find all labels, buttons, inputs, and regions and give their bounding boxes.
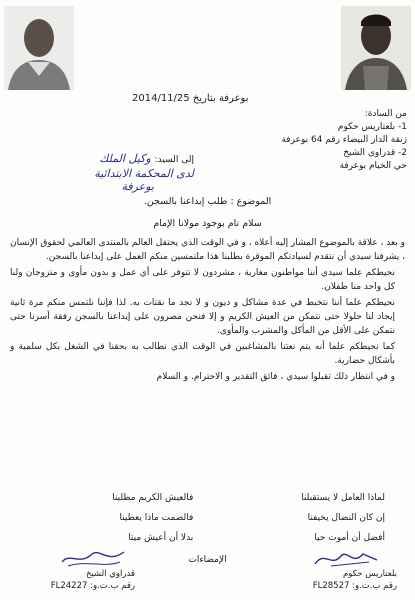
recipient-city-handwritten: بوعرفة: [121, 180, 154, 193]
letter-body: [10, 236, 405, 385]
recipient-court-handwritten: لدى المحكمة الابتدائية: [94, 167, 194, 180]
body-paragraph: نحيطكم علما سيدي أننا مواطنون مغاربة ، مشردون لا نتوفر على أي عمل و بدون مأوى و متزوجان ولنا كل واحد منا طفلان.: [10, 267, 395, 293]
letter-date: بوعرفة بتاريخ 2014/11/25: [132, 93, 249, 104]
sender-label: من السادة:: [364, 109, 407, 119]
poem-hemistich: فالعيش الكريم مطلبنا: [112, 493, 194, 503]
signatory-name: بلعتاريس حكوم: [342, 569, 397, 579]
signatory-name: قدراوي الشيخ: [85, 569, 135, 579]
signatory-id: رقم ب.ت.و: FL24227: [50, 581, 135, 591]
recipient-label: إلى السيد:: [154, 155, 194, 165]
poem-line: [30, 528, 385, 548]
poem-hemistich: لماذا العامل لا يستقبلنا: [301, 493, 385, 503]
poem-hemistich: فالصمت ماذا يعطينا: [119, 513, 194, 523]
letter-greeting: سلام تام بوجود مولانا الإمام: [153, 218, 262, 229]
portrait-photo-left: [4, 6, 74, 90]
portrait-right-graphic: [341, 6, 411, 90]
poem-hemistich: بدلا أن أعيش ميتا: [128, 533, 194, 543]
poem-hemistich: أفضل أن أموت حيا: [314, 533, 385, 543]
poem-hemistich: إن كان النضال يخيفنا: [307, 513, 385, 523]
sender-line: 1- بلعتاريس حكوم: [337, 122, 407, 132]
sender-block: [257, 108, 407, 173]
body-paragraph: نحيطكم علما أننا نتخبط في عدة مشاكل و ديون و لا نجد ما نقتات به. لذا فإننا نلتمس منكم مرة ثانية إيجاد لنا حلولا حتى نتمكن من العيش الكريم و إلا فنحن مصرون على إيداعنا بالسجن رفقة أسرنا حتى نتمكن على الأقل من المأكل والمشرب والمأوى.: [10, 297, 395, 337]
signature-left: [20, 568, 135, 592]
sender-line: زنقة الدار البيضاء رقم 64 بوعرفة: [281, 135, 407, 145]
portrait-photo-right: [341, 6, 411, 90]
body-paragraph: و في انتظار ذلك تقبلوا سيدي ، فائق التقدير و الاحترام. و السلام: [156, 371, 395, 382]
body-paragraph: كما نحيطكم علما أنه يتم نعتنا بالمشاغبين في الوقت الذي نطالب به بحقنا في الشغل بكل سلمية و بأشكال حضارية.: [10, 341, 395, 367]
signatures-title: الإمضاءات: [188, 555, 227, 565]
body-paragraph: و بعد ، علاقة بالموضوع المشار إليه أعلاه ، و في الوقت الذي يحتفل العالم بالمنتدى العالمي لحقوق الإنسان ، يشرفنا سيدي أن نتقدم لسيادتكم الموقرة بطلبنا هذا ملتمسين منكم العمل على إيداعنا بالسجن.: [10, 238, 405, 263]
recipient-block: [44, 152, 194, 193]
recipient-name-handwritten: وكيل الملك: [99, 152, 151, 165]
poem-line: [30, 508, 385, 528]
signatory-id: رقم ب.ت.و: FL28527: [312, 581, 397, 591]
signature-right: [282, 568, 397, 592]
sender-line: حي الخيام بوعرفة: [339, 161, 407, 171]
sender-line: 2- قدراوي الشيخ: [343, 148, 407, 158]
signature-scribble-left: [58, 546, 128, 570]
poem-verses: [30, 488, 385, 548]
signature-scribble-right: [311, 546, 381, 570]
letter-subject: الموضوع : طلب إيداعنا بالسجن.: [143, 196, 272, 207]
poem-line: [30, 488, 385, 508]
portrait-left-graphic: [4, 6, 74, 90]
